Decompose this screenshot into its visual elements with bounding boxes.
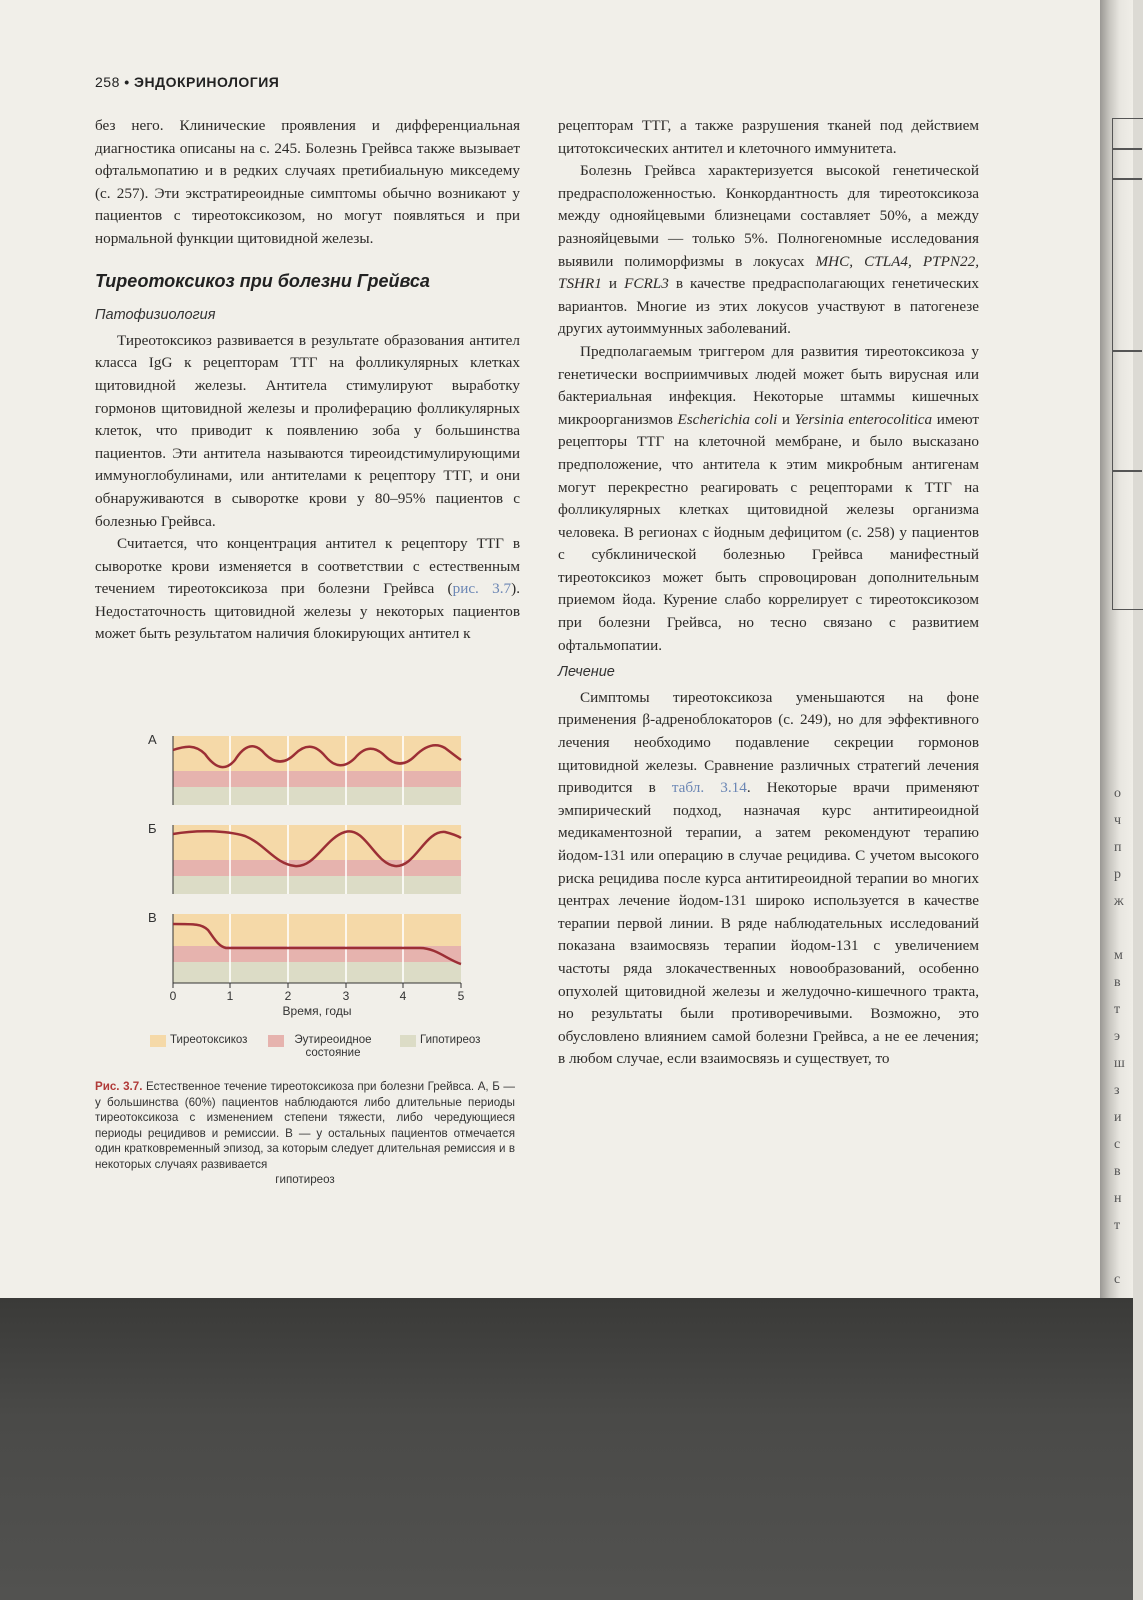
gene-list: MHC, CTLA4, PTPN22, TSHR1 [558,252,979,293]
organism-name: Escherichia coli [677,410,778,428]
facing-page-letter: т [1114,1218,1121,1233]
text-run: Болезнь Грейвса характеризуется высокой генетической предрасположенностью. Конкордантность для тиреотоксикоза между однояйцевыми близнецами составляет 50%, а между разнояйцевыми — только 5%. Полногеномные исследования выявили полиморфизмы в локусах [558,162,979,270]
organism-name: Yersinia enterocolitica [794,410,933,428]
panel-a [148,732,461,805]
facing-page-letter: э [1114,1029,1121,1044]
running-header [95,74,279,90]
facing-page-letter: с [1114,1272,1121,1287]
text-run: и [777,410,795,428]
facing-page-letter: о [1114,786,1121,801]
facing-page-text-fragment [1114,780,1125,1347]
x-tick-5: 5 [457,989,465,1003]
facing-page-letter: и [1114,1110,1122,1125]
text-run: в качестве предрасполагающих генетических вариантов. Многие из этих локусов участвуют в патогенезе других аутоиммунных заболеваний. [558,275,979,338]
table-link[interactable]: табл. 3.14 [671,779,747,797]
header-separator: • [124,74,130,90]
text-run: имеют рецепторы ТТГ на клеточной мембране, и было высказано предположение, что антитела к этим микробным антигенам могут перекрестно реагировать с рецепторами к ТТГ на фолликулярных клетках щитовидной железы организма человека. В регионах с йодным дефицитом (с. 258) у пациентов с субклинической болезнью Грейвса манифестный тиреотоксикоз может быть спровоцирован дополнительным приемом йода. Курение слабо коррелирует с тиреотоксикозом при болезни Грейвса, но тесно связано с развитием офтальмопатии. [558,410,979,654]
right-column [558,115,979,1071]
x-tick-4: 4 [399,989,407,1003]
legend-swatch [400,1035,416,1047]
legend-swatch [150,1035,166,1047]
figure-chart [140,726,480,1016]
legend-item-hypothyroidism [400,1034,480,1047]
paragraph-antibodies [95,533,520,646]
subheading-pathophysiology: Патофизиология [95,307,216,324]
table-rule [1112,470,1142,472]
hypothyroid-band [173,962,461,983]
hypothyroid-band [173,787,461,805]
euthyroid-band [173,860,461,876]
paragraph-pathophysiology: Тиреотоксикоз развивается в результате образования антител класса IgG к рецепторам ТТГ на фолликулярных клетках щитовидной железы. Антитела стимулируют выработку гормонов щитовидной железы и пролиферацию фолликулярных клеток, что приводит к появлению зоба у большинства пациентов. Эти антитела называются тиреоидстимулирующими иммуноглобулинами, или антителами к рецептору ТТГ, и они обнаруживаются в сыворотке крови у 80–95% пациентов с болезнью Грейвса. [95,331,520,530]
facing-page-letter: н [1114,1191,1122,1206]
facing-page-letter: т [1114,1002,1121,1017]
hypothyroid-band [173,876,461,894]
text-run: и [601,275,625,293]
facing-page-letter [1114,915,1125,942]
facing-page-edge [1110,0,1133,1298]
gene-name: FCRL3 [624,275,669,293]
text-run: . Некоторые врачи применяют эмпирический подход, назначая курс антитиреоидной медикаментозной терапии, а затем рекомендуют терапию йодом-131 или операцию в случае рецидива. С учетом высокого риска рецидива после курса антитиреоидной терапии во многих центрах лечение йодом-131 широко используется в качестве терапии первой линии. В ряде наблюдательных исследований показана взаимосвязь терапии йодом-131 с увеличением частоты ряда злокачественных новообразований, особенно опухолей щитовидной железы и желудочно-кишечного тракта, но результаты были противоречивыми. Возможно, это обусловлено влиянием самой болезни Грейвса, а не ее лечения; в любом случае, если взаимосвязь и существует, то [558,779,979,1068]
paragraph-continued: рецепторам ТТГ, а также разрушения тканей под действием цитотоксических антител и клеточного иммунитета. [558,117,979,157]
panel-label-c: В [148,910,157,925]
caption-label: Рис. 3.7. [95,1080,143,1093]
x-axis-label: Время, годы [282,1004,352,1018]
facing-page-letter: ч [1114,813,1122,828]
scan-background [0,1298,1133,1600]
x-axis [170,983,465,1018]
legend-swatch [268,1035,284,1047]
subheading-treatment: Лечение [558,664,615,681]
table-rule [1112,178,1142,180]
paragraph-treatment [558,687,979,1071]
facing-page-letter: ж [1114,894,1124,909]
facing-page-letter: с [1114,1137,1121,1152]
legend-label: Тиреотоксикоз [170,1034,248,1046]
table-frame-fragment [1112,118,1143,610]
text-run: Считается, что концентрация антител к рецептору ТТГ в сыворотке крови изменяется в соответствии с естественным течением тиреотоксикоза при болезни Грейвса ( [95,535,520,598]
text-run: Предполагаемым триггером для развития тиреотоксикоза у генетически восприимчивых людей может быть вирусная или бактериальная инфекция. Некоторые штаммы кишечных микроорганизмов [558,342,979,428]
section-title: ЭНДОКРИНОЛОГИЯ [134,74,280,90]
x-tick-3: 3 [342,989,350,1003]
facing-page-letter: з [1114,1083,1120,1098]
figure-caption [95,1079,515,1188]
facing-page-letter: м [1114,948,1123,963]
euthyroid-band [173,771,461,787]
section-heading: Тиреотоксикоз при болезни Грейвса [95,270,430,291]
legend-label: Гипотиреоз [420,1034,481,1046]
panel-label-a: А [148,732,157,747]
table-rule [1112,148,1142,150]
figure-legend [150,1034,510,1070]
figure-3-7 [140,726,480,1016]
legend-item-euthyroid [268,1034,378,1060]
intro-paragraph: без него. Клинические проявления и дифференциальная диагностика описаны на с. 245. Болезнь Грейвса также вызывает офтальмопатию и в редких случаях претибиальную микседему (с. 257). Эти экстратиреоидные симптомы обычно возникают у пациентов с тиреотоксикозом, но могут появляться и при нормальной функции щитовидной железы. [95,117,520,247]
legend-label: Эутиреоидное состояние [294,1034,372,1059]
facing-page-letter: р [1114,867,1121,882]
caption-text: Естественное течение тиреотоксикоза при болезни Грейвса. А, Б — у большинства (60%) пациентов наблюдаются либо длительные периоды тиреотоксикоза с изменением степени тяжести, либо чередующиеся периоды рецидивов и ремиссии. В — у остальных пациентов отмечается один кратковременный эпизод, за которым следует длительная ремиссия и в некоторых случаях развивается [95,1080,515,1171]
panel-label-b: Б [148,821,157,836]
text-run: Симптомы тиреотоксикоза уменьшаются на фоне применения β-адреноблокаторов (с. 249), но для эффективного лечения необходимо подавление секреции гормонов щитовидной железы. Сравнение различных стратегий лечения приводится в [558,688,979,797]
table-rule [1112,350,1142,352]
facing-page-letter: в [1114,975,1121,990]
caption-last-line: гипотиреоз [275,1173,335,1186]
facing-page-letter: ш [1114,1056,1125,1071]
figure-link[interactable]: рис. 3.7 [452,580,512,598]
left-column [95,115,520,646]
page-number: 258 [95,74,120,90]
panel-c [148,910,461,983]
facing-page-letter: п [1114,840,1122,855]
x-tick-2: 2 [284,989,292,1003]
panel-b [148,821,461,894]
facing-page-letter [1114,1239,1125,1266]
x-tick-0: 0 [169,989,177,1003]
facing-page-letter: в [1114,1164,1121,1179]
legend-item-thyrotoxicosis [150,1034,247,1047]
paragraph-triggers [558,341,979,657]
text-run: ). Недостаточность щитовидной железы у некоторых пациентов может быть результатом наличия блокирующих антител к [95,580,520,643]
x-tick-1: 1 [226,989,234,1003]
paragraph-genetics [558,160,979,341]
